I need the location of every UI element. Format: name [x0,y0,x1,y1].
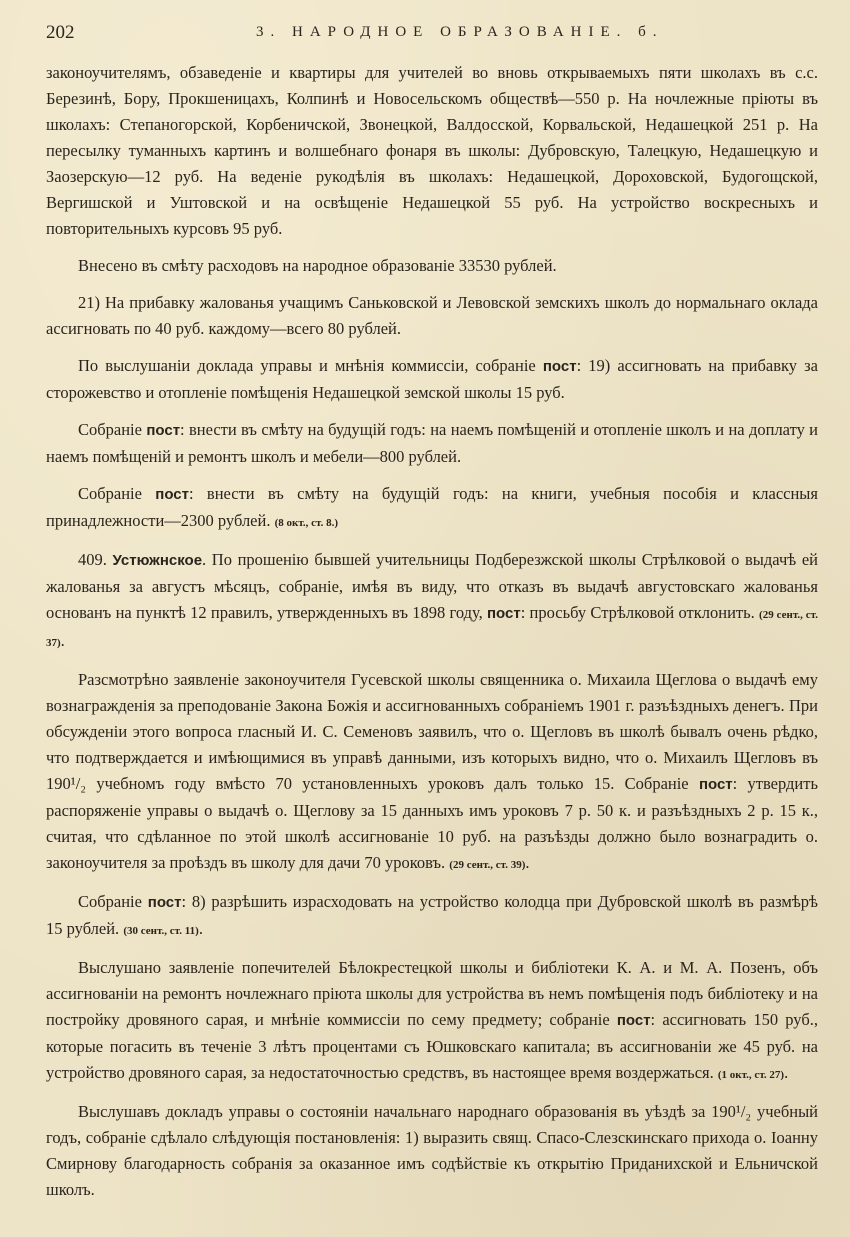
emphasis-text: пост [155,486,189,503]
page-header [46,20,810,48]
reference-note: (8 окт., ст. 8.) [274,517,339,529]
text-run: законоучителямъ, обзаведеніе и квартиры для учителей во вновь открываемыхъ пяти школахъ въ с.с. Березинѣ, Бору, Прокшеницахъ, Колпинѣ и Новосельскомъ обществѣ—550 р. На ночлежные пріюты въ школахъ: Степаногорской, Корбеничской, Звонецкой, Валдосской, Корвальской, Недашецкой 251 р. На пересылку туманныхъ картинъ и волшебнаго фонаря въ школы: Дубровскую, Талецкую, Недашецкую и Заозерскую—12 руб. На веденіе рукодѣлія въ школахъ: Недашецкой, Дороховской, Будогощской, Вергишской и Уштовской и на освѣщеніе Недашецкой 55 руб. На устройство воскресныхъ и повторительныхъ курсовъ 95 руб. [46,63,818,238]
paragraph [46,481,818,536]
text-run: . [525,853,530,872]
emphasis-text: пост [487,605,521,622]
text-run: : просьбу Стрѣлковой отклонить. [520,603,760,622]
text-run: Выслушавъ докладъ управы о состояніи начальнаго народнаго образованія въ уѣздѣ за 190¹/₂ учебный годъ, собраніе сдѣлало слѣдующія постановленія: 1) выразить свящ. Спасо-Слезскинскаго прихода о. Іоанну Смирнову благодарность собранія за оказанное имъ содѣйствіе къ открытію Приданихской и Ельничской школъ. [46,1102,818,1199]
paragraph [46,955,818,1088]
paragraph [46,889,818,944]
text-run: : внести въ смѣту на будущій годъ: на книги, учебныя пособія и классныя принадлежности—2300 рублей. [46,484,818,530]
paragraph [46,60,818,242]
reference-note: (29 сент., ст. 37) [46,609,818,649]
emphasis-text: пост [147,894,182,911]
text-run: . [198,919,203,938]
text-run: Собраніе [78,892,148,911]
text-run: : утвердить распоряженіе управы о выдачѣ о. Щеглову за 15 данныхъ имъ уроковъ 7 р. 50 к. и разъѣздныхъ 2 р. 15 к., считая, что сдѣланное по этой школѣ ассигнованіе 10 руб. на разъѣзды должно было вознаградить о. законоучителя за проѣздъ въ школу для дачи 70 уроковъ. [46,774,819,872]
paragraph [46,253,818,279]
text-run: Выслушано заявленіе попечителей Бѣлокрестецкой школы и библіотеки К. А. и М. А. Позенъ, объ ассигнованіи на ремонтъ ночлежнаго пріюта школы для устройства въ немъ помѣщенія подъ библіотеку и на постройку дровяного сарая, и мнѣніе коммиссіи по сему предмету; собраніе [46,958,818,1029]
running-head: 3. НАРОДНОЕ ОБРАЗОВАНІЕ. б. [256,24,664,40]
page-number: 202 [46,22,75,43]
document-body [46,60,818,1214]
emphasis-text: пост [698,776,733,793]
text-run: Разсмотрѣно заявленіе законоучителя Гусевской школы священника о. Михаила Щеглова о выдачѣ ему вознагражденія за преподованіе Закона Божія и ассигнованныхъ собраніемъ 1901 г. разъѣздныхъ денегъ. При обсужденіи этого вопроса гласный И. С. Семеновъ заявилъ, что о. Щегловъ въ школѣ бывалъ очень рѣдко, что подтверждается и имѣющимися въ управѣ данными, изъ которыхъ видно, что о. Михаилъ Щегловъ въ 190¹/₂ учебномъ году вмѣсто 70 установленныхъ уроковъ далъ только 15. Собраніе [46,670,818,793]
text-run: 409. [78,550,113,569]
text-run: : ассигновать 150 руб., которые погасить въ теченіе 3 лѣтъ процентами съ Юшковскаго капитала; въ ассигнованіи же 45 руб. на устройство дровяного сарая, за недостаточностью средствъ, въ настоящее время воздержаться. [46,1010,818,1082]
emphasis-text: Устюжнское [112,552,203,569]
paragraph [46,417,818,470]
reference-note: (30 сент., ст. 11) [123,925,199,937]
text-run: По выслушаніи доклада управы и мнѣнія коммиссіи, собраніе [78,356,543,375]
emphasis-text: пост [616,1012,651,1029]
text-run: . [60,631,65,650]
text-run: Собраніе [78,420,147,439]
text-run: Собраніе [78,484,156,503]
text-run: : 19) ассигновать на прибавку за сторожевство и отопленіе помѣщенія Недашецкой земской школы 15 руб. [46,356,818,402]
text-run: . [784,1063,789,1082]
emphasis-text: пост [542,358,577,375]
paragraph [46,290,818,342]
paragraph [46,353,818,406]
reference-note: (1 окт., ст. 27) [717,1069,785,1081]
text-run: 21) На прибавку жалованья учащимъ Саньковской и Левовской земскихъ школъ до нормальнаго оклада ассигновать по 40 руб. каждому—всего 80 рублей. [46,293,818,338]
paragraph [46,667,818,878]
text-run: : 8) разрѣшить израсходовать на устройство колодца при Дубровской школѣ въ размѣрѣ 15 рублей. [46,892,818,938]
text-run: Внесено въ смѣту расходовъ на народное образованіе 33530 рублей. [78,256,557,275]
text-run: : внести въ смѣту на будущій годъ: на наемъ помѣщеній и отопленіе школъ и на доплату и наемъ помѣщеній и ремонтъ школъ и мебели—800 рублей. [46,420,819,466]
paragraph [46,1099,818,1203]
paragraph [46,547,818,656]
reference-note: (29 сент., ст. 39) [449,859,526,871]
emphasis-text: пост [146,422,181,439]
text-run: . По прошенію бывшей учительницы Подберезжской школы Стрѣлковой о выдачѣ ей жалованья за августъ мѣсяцъ, собраніе, имѣя въ виду, что отказъ въ выдачѣ августовскаго жалованья основанъ на пунктѣ 12 правилъ, утвержденныхъ въ 1898 году, [46,550,818,622]
